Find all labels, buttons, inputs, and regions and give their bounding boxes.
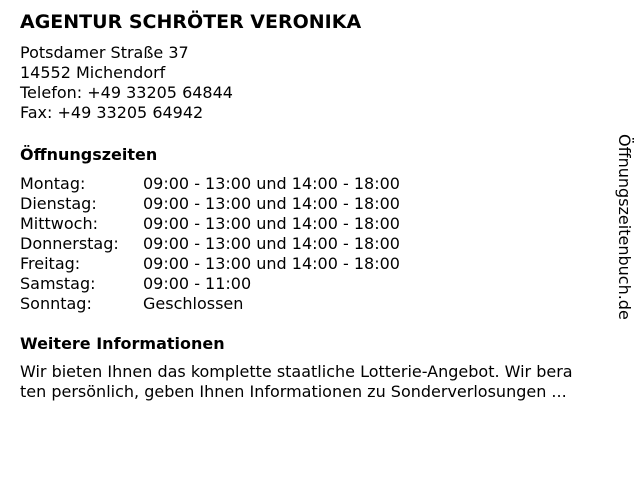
opening-hours-table [20,174,400,314]
business-address [20,43,233,123]
hours-row-wednesday [20,214,400,234]
time-range: 09:00 - 13:00 und 14:00 - 18:00 [143,254,400,273]
day-label: Samstag: [20,274,96,293]
info-line: Wir bieten Ihnen das komplette staatliche Lotterie-Angebot. Wir bera [20,362,573,381]
business-name: AGENTUR SCHRÖTER VERONIKA [20,11,362,33]
hours-row-sunday [20,294,400,314]
more-info-heading: Weitere Informationen [20,334,225,353]
hours-row-thursday [20,234,400,254]
street-address: Potsdamer Straße 37 [20,43,189,62]
opening-hours-heading: Öffnungszeiten [20,145,158,164]
more-info-text [20,336,620,402]
hours-row-saturday [20,274,400,294]
hours-row-friday [20,254,400,274]
time-range: Geschlossen [143,294,244,313]
time-range: 09:00 - 13:00 und 14:00 - 18:00 [143,214,400,233]
time-range: 09:00 - 13:00 und 14:00 - 18:00 [143,234,400,253]
time-range: 09:00 - 13:00 und 14:00 - 18:00 [143,174,400,193]
day-label: Freitag: [20,254,81,273]
hours-row-monday [20,174,400,194]
city-address: 14552 Michendorf [20,63,166,82]
day-label: Sonntag: [20,294,92,313]
day-label: Montag: [20,174,86,193]
time-range: 09:00 - 13:00 und 14:00 - 18:00 [143,194,400,213]
day-label: Mittwoch: [20,214,98,233]
time-range: 09:00 - 11:00 [143,274,252,293]
site-watermark: Öffnungszeitenbuch.de [615,134,634,320]
day-label: Dienstag: [20,194,97,213]
phone-number: Telefon: +49 33205 64844 [20,83,233,102]
hours-row-tuesday [20,194,400,214]
info-line: ten persönlich, geben Ihnen Informationen zu Sonderverlosungen ... [20,382,567,401]
day-label: Donnerstag: [20,234,119,253]
fax-number: Fax: +49 33205 64942 [20,103,204,122]
